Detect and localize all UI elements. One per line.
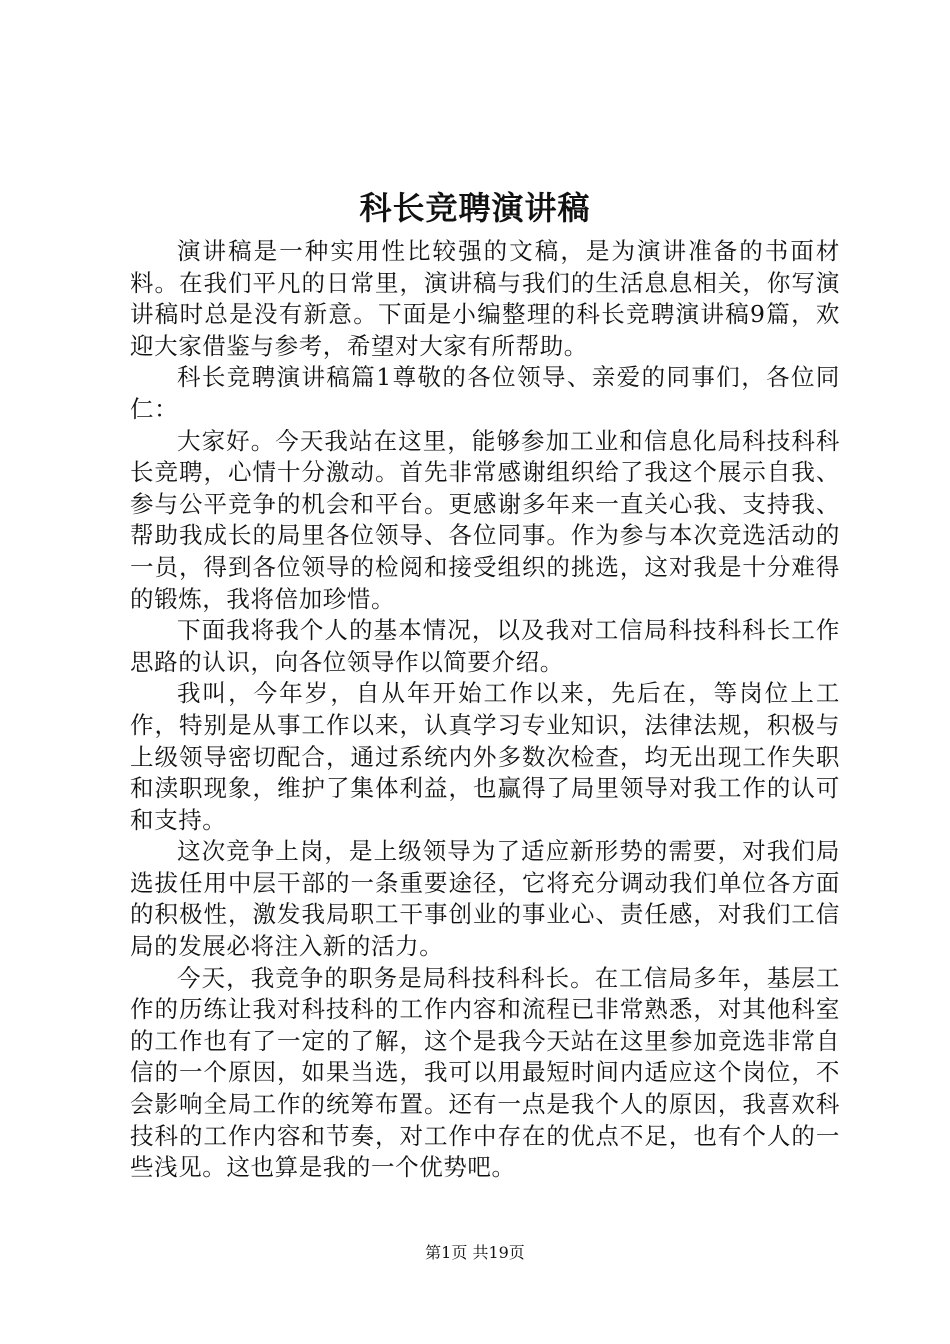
paragraph-self-introduction: 我叫，今年岁，自从年开始工作以来，先后在，等岗位上工作，特别是从事工作以来，认真学习专业知识，法律法规，积极与上级领导密切配合，通过系统内外多数次检查，均无出现工作失职和渎职现象，维护了集体利益，也赢得了局里领导对我工作的认可和支持。 [130, 679, 840, 834]
paragraph-position: 今天，我竞争的职务是局科技科科长。在工信局多年，基层工作的历练让我对科技科的工作内容和流程已非常熟悉，对其他科室的工作也有了一定的了解，这个是我今天站在这里参加竞选非常自信的一个原因，如果当选，我可以用最短时间内适应这个岗位，不会影响全局工作的统筹布置。还有一点是我个人的原因，我喜欢科技科的工作内容和节奏，对工作中存在的优点不足，也有个人的一些浅见。这也算是我的一个优势吧。 [130, 963, 840, 1182]
paragraph-overview: 下面我将我个人的基本情况，以及我对工信局科技科科长工作思路的认识，向各位领导作以简要介绍。 [130, 616, 840, 676]
paragraph-greeting: 大家好。今天我站在这里，能够参加工业和信息化局科技科科长竞聘，心情十分激动。首先非常感谢组织给了我这个展示自我、参与公平竞争的机会和平台。更感谢多年来一直关心我、支持我、帮助我成长的局里各位领导、各位同事。作为参与本次竞选活动的一员，得到各位领导的检阅和接受组织的挑选，这对我是十分难得的锻炼，我将倍加珍惜。 [130, 426, 840, 613]
paragraph-competition: 这次竞争上岗，是上级领导为了适应新形势的需要，对我们局选拔任用中层干部的一条重要途径，它将充分调动我们单位各方面的积极性，激发我局职工干事创业的事业心、责任感，对我们工信局的发展必将注入新的活力。 [130, 837, 840, 961]
document-title: 科长竞聘演讲稿 [359, 189, 591, 227]
page-number-footer: 第1页 共19页 [425, 1243, 525, 1262]
paragraph-salutation: 科长竞聘演讲稿篇1尊敬的各位领导、亲爱的同事们，各位同仁： [130, 363, 840, 423]
document-body [130, 236, 840, 1184]
paragraph-intro: 演讲稿是一种实用性比较强的文稿，是为演讲准备的书面材料。在我们平凡的日常里，演讲稿与我们的生活息息相关，你写演讲稿时总是没有新意。下面是小编整理的科长竞聘演讲稿9篇，欢迎大家借鉴与参考，希望对大家有所帮助。 [130, 237, 840, 360]
